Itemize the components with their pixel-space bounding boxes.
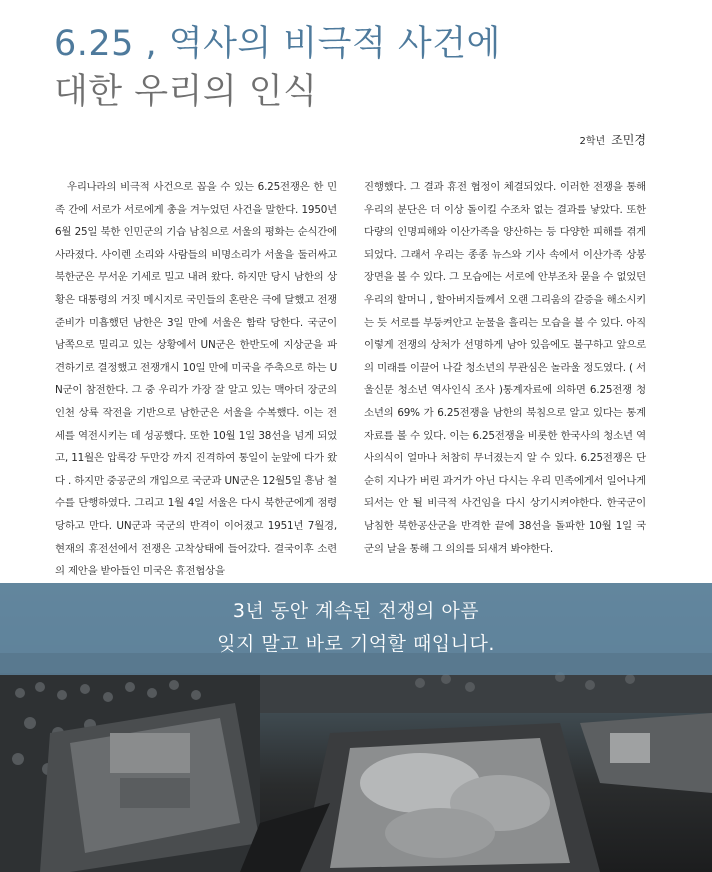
banner-line-2: 잊지 말고 바로 기억할 때입니다. xyxy=(217,633,495,655)
author-name: 조민경 xyxy=(611,133,646,147)
article-title xyxy=(54,20,501,116)
banner-line-1: 3년 동안 계속된 전쟁의 아픔 xyxy=(232,600,480,622)
author-byline xyxy=(580,131,646,148)
article-column-right: 진행했다. 그 결과 휴전 협정이 체결되었다. 이러한 전쟁을 통해 우리의 분단은 더 이상 돌이킬 수조차 없는 결과를 낳았다. 또한 다량의 인명피해와 이산가족을 양산하는 등 다양한 피해를 겪게 되었다. 그래서 우리는 종종 뉴스와 기사 속에서 이산가족 상봉 장면을 볼 수 있다. 그 모습에는 서로에 안부조차 묻을 수 없었던 우리의 할머니 , 할아버지들께서 오랜 그리움의 갈증을 해소시키는 듯 서로를 부둥켜안고 눈물을 흘리는 모습을 볼 수 있다. 아직 이렇게 전쟁의 상처가 선명하게 남아 있음에도 불구하고 앞으로의 미래를 이끌어 나갈 청소년의 무관심은 놀라울 정도였다. ( 서울신문 청소년 역사인식 조사 )통계자료에 의하면 6.25전쟁 청소년의 69% 가 6.25전쟁을 남한의 북침으로 알고 있다는 통계자료를 볼 수 있다. 이는 6.25전쟁을 비롯한 한국사의 청소년 역사의식이 얼마나 처참히 무너졌는지 알 수 있다. 6.25전쟁은 단순히 지나가 버린 과거가 아닌 다시는 우리 민족에게서 일어나게 되서는 안 될 비극적 사건임을 다시 상기시켜야한다. 한국군이 남침한 북한공산군을 반격한 끝에 38선을 돌파한 10월 1일 국군의 날을 통해 그 의의를 되새겨 봐야한다. xyxy=(364,181,646,555)
author-grade: 2학년 xyxy=(579,136,606,147)
title-line-2: 대한 우리의 인식 xyxy=(54,72,318,112)
title-line-1: 6.25 , 역사의 비극적 사건에 xyxy=(54,24,501,64)
article-column-left: 우리나라의 비극적 사건으로 꼽을 수 있는 6.25전쟁은 한 민족 간에 서로가 서로에게 총을 겨누었던 사건을 말한다. 1950년 6월 25일 북한 인민군의 기습 남침으로 서울의 평화는 순식간에 사라졌다. 사이렌 소리와 사람들의 비명소리가 서울을 둘러싸고 북한군은 무서운 기세로 밀고 내려 왔다. 하지만 당시 남한의 상황은 대통령의 거짓 메시지로 국민들의 혼란은 극에 달했고 전쟁준비가 미흡했던 남한은 3일 만에 서울은 함락 당한다. 국군이 남쪽으로 밀리고 있는 상황에서 UN군은 한반도에 지상군을 파견하기로 결정했고 전쟁개시 10일 만에 미국을 주축으로 하는 UN군이 참전한다. 그 중 우리가 가장 잘 알고 있는 맥아더 장군의 인천 상륙 작전을 기반으로 남한군은 서울을 수복했다. 이는 전세를 역전시키는 데 성공했다. 또한 10월 1일 38선을 넘게 되었고, 11월은 압록강 두만강 까지 진격하여 통일이 눈앞에 다가 왔다 . 하지만 중공군의 개입으로 국군과 UN군은 12월5일 흥남 철수를 단행하였다. 그리고 1월 4일 서울은 다시 북한군에게 점령당하고 만다. UN군과 국군의 반격이 이어졌고 1951년 7월경, 현재의 휴전선에서 전쟁은 고착상태에 들어갔다. 결국이후 소련의 제안을 받아들인 미국은 휴전협상을 xyxy=(55,181,337,578)
